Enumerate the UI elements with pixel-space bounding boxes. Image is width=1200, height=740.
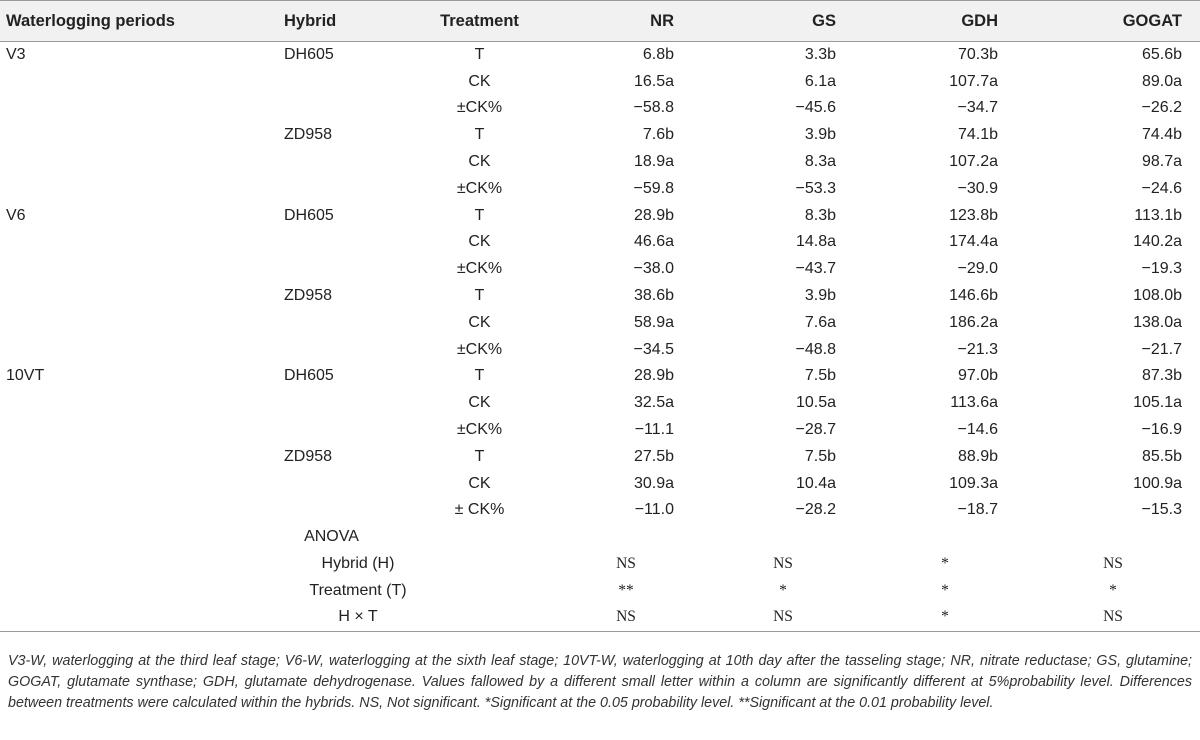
cell-treatment: CK xyxy=(468,394,491,412)
anova-row xyxy=(0,577,1200,604)
anova-cell-gogat: NS xyxy=(1103,608,1123,626)
cell-gdh: 88.9b xyxy=(957,447,998,465)
cell-gogat: 113.1b xyxy=(1134,206,1182,224)
cell-gogat: 65.6b xyxy=(1141,46,1182,64)
anova-source-label: Hybrid (H) xyxy=(321,555,395,573)
table-row xyxy=(0,175,1200,202)
cell-gs: −28.7 xyxy=(795,421,836,439)
header-treatment: Treatment xyxy=(440,11,519,30)
cell-gogat: 85.5b xyxy=(1141,447,1182,465)
cell-period xyxy=(0,309,268,336)
cell-gogat: 140.2a xyxy=(1133,233,1182,251)
cell-hybrid: ZD958 xyxy=(284,287,333,305)
cell-nr: 18.9a xyxy=(633,153,674,171)
table-row xyxy=(0,122,1200,149)
cell-gs: 8.3a xyxy=(804,153,836,171)
cell-gs: 3.9b xyxy=(804,287,836,305)
cell-nr: 6.8b xyxy=(642,46,674,64)
cell-period: V3 xyxy=(6,46,26,64)
anova-cell-gdh: * xyxy=(941,581,949,599)
cell-treatment: CK xyxy=(468,233,491,251)
cell-gogat: 100.9a xyxy=(1133,474,1182,492)
cell-period xyxy=(0,336,268,363)
table-row xyxy=(0,336,1200,363)
anova-cell-nr: ** xyxy=(618,581,634,599)
anova-cell-gdh: * xyxy=(941,608,949,626)
cell-gogat: −19.3 xyxy=(1141,260,1182,278)
cell-gs: 3.3b xyxy=(804,46,836,64)
cell-period xyxy=(0,122,268,149)
cell-treatment: T xyxy=(474,206,485,224)
cell-gdh: 74.1b xyxy=(957,126,998,144)
cell-gs: −28.2 xyxy=(795,501,836,519)
table-row xyxy=(0,42,1200,69)
cell-nr: 28.9b xyxy=(633,367,674,385)
cell-treatment: T xyxy=(474,447,485,465)
cell-nr: 30.9a xyxy=(633,474,674,492)
header-waterlogging-periods: Waterlogging periods xyxy=(6,11,175,30)
cell-nr: −59.8 xyxy=(633,179,674,197)
cell-gs: 7.6a xyxy=(804,313,836,331)
anova-label: ANOVA xyxy=(304,528,359,546)
cell-gogat: 89.0a xyxy=(1141,72,1182,90)
cell-nr: −11.1 xyxy=(634,421,674,439)
cell-gs: 6.1a xyxy=(804,72,836,90)
cell-period xyxy=(0,497,268,524)
cell-hybrid xyxy=(268,95,395,122)
anova-source-label: H × T xyxy=(338,608,378,626)
header-gdh: GDH xyxy=(961,11,998,30)
header-nr: NR xyxy=(650,11,674,30)
cell-gdh: 146.6b xyxy=(949,287,998,305)
header-hybrid: Hybrid xyxy=(284,11,337,30)
table-row xyxy=(0,417,1200,444)
cell-nr: 27.5b xyxy=(633,447,674,465)
cell-gs: 10.5a xyxy=(795,394,836,412)
cell-treatment: ±CK% xyxy=(456,179,503,197)
cell-hybrid xyxy=(268,390,395,417)
cell-treatment: CK xyxy=(468,153,491,171)
cell-gdh: 174.4a xyxy=(949,233,998,251)
table-row xyxy=(0,149,1200,176)
header-row xyxy=(0,1,1200,42)
anova-row xyxy=(0,551,1200,578)
cell-period xyxy=(0,175,268,202)
cell-hybrid: DH605 xyxy=(284,46,334,64)
anova-source xyxy=(268,577,550,604)
cell-period xyxy=(0,95,268,122)
cell-gdh: −18.7 xyxy=(957,501,998,519)
anova-cell-gs: NS xyxy=(773,555,793,573)
cell-gogat: 138.0a xyxy=(1133,313,1182,331)
cell-treatment: ±CK% xyxy=(456,99,503,117)
cell-gdh: 107.7a xyxy=(949,72,998,90)
cell-gdh: −14.6 xyxy=(957,421,998,439)
cell-nr: 28.9b xyxy=(633,206,674,224)
cell-hybrid: DH605 xyxy=(284,367,334,385)
table-row xyxy=(0,443,1200,470)
cell-gdh: 97.0b xyxy=(957,367,998,385)
cell-hybrid xyxy=(268,175,395,202)
cell-gogat: −15.3 xyxy=(1141,501,1182,519)
anova-cell-gogat: * xyxy=(1109,581,1117,599)
anova-cell-gdh: * xyxy=(941,555,949,573)
cell-gdh: 123.8b xyxy=(949,206,998,224)
cell-period xyxy=(0,470,268,497)
cell-hybrid xyxy=(268,497,395,524)
header-gs: GS xyxy=(812,11,836,30)
cell-nr: −38.0 xyxy=(633,260,674,278)
cell-gs: 3.9b xyxy=(804,126,836,144)
cell-treatment: CK xyxy=(468,72,491,90)
cell-hybrid xyxy=(268,470,395,497)
cell-gogat: 105.1a xyxy=(1133,394,1182,412)
cell-gdh: −30.9 xyxy=(957,179,998,197)
cell-period xyxy=(0,68,268,95)
cell-period: V6 xyxy=(6,206,26,224)
anova-cell-gs: NS xyxy=(773,608,793,626)
cell-gdh: 107.2a xyxy=(949,153,998,171)
table-row xyxy=(0,363,1200,390)
cell-gs: 10.4a xyxy=(795,474,836,492)
cell-nr: 7.6b xyxy=(642,126,674,144)
cell-nr: 16.5a xyxy=(633,72,674,90)
cell-gdh: 109.3a xyxy=(949,474,998,492)
cell-hybrid xyxy=(268,336,395,363)
cell-gs: −43.7 xyxy=(795,260,836,278)
table-row xyxy=(0,283,1200,310)
cell-gogat: 87.3b xyxy=(1141,367,1182,385)
cell-gs: 7.5b xyxy=(804,367,836,385)
cell-hybrid xyxy=(268,256,395,283)
cell-hybrid xyxy=(268,417,395,444)
cell-hybrid: ZD958 xyxy=(284,447,333,465)
cell-period xyxy=(0,256,268,283)
cell-gogat: 98.7a xyxy=(1141,153,1182,171)
anova-source-label: Treatment (T) xyxy=(309,581,407,599)
anova-row xyxy=(0,604,1200,631)
cell-hybrid: ZD958 xyxy=(284,126,333,144)
cell-period: 10VT xyxy=(6,367,45,385)
table-row xyxy=(0,309,1200,336)
cell-gogat: −26.2 xyxy=(1141,99,1182,117)
table-row xyxy=(0,470,1200,497)
cell-gdh: 70.3b xyxy=(957,46,998,64)
anova-source xyxy=(268,604,550,631)
anova-source xyxy=(268,551,550,578)
cell-gogat: 108.0b xyxy=(1133,287,1182,305)
table-row xyxy=(0,68,1200,95)
cell-gdh: 186.2a xyxy=(949,313,998,331)
anova-cell-nr: NS xyxy=(616,608,636,626)
cell-treatment: T xyxy=(474,126,485,144)
cell-treatment: T xyxy=(474,287,485,305)
cell-hybrid xyxy=(268,229,395,256)
cell-gs: −45.6 xyxy=(795,99,836,117)
cell-gogat: −16.9 xyxy=(1141,421,1182,439)
cell-nr: −11.0 xyxy=(634,501,674,519)
table-row xyxy=(0,497,1200,524)
cell-hybrid xyxy=(268,68,395,95)
cell-hybrid xyxy=(268,149,395,176)
cell-treatment: CK xyxy=(468,474,491,492)
cell-gs: 7.5b xyxy=(804,447,836,465)
cell-period xyxy=(0,283,268,310)
cell-treatment: ±CK% xyxy=(456,260,503,278)
cell-nr: −58.8 xyxy=(633,99,674,117)
cell-nr: 58.9a xyxy=(633,313,674,331)
cell-treatment: T xyxy=(474,367,485,385)
cell-gogat: −24.6 xyxy=(1141,179,1182,197)
cell-treatment: ±CK% xyxy=(456,421,503,439)
cell-nr: 46.6a xyxy=(633,233,674,251)
cell-treatment: ±CK% xyxy=(456,340,503,358)
cell-period xyxy=(0,149,268,176)
cell-gs: −53.3 xyxy=(795,179,836,197)
anova-cell-gogat: NS xyxy=(1103,555,1123,573)
cell-gs: −48.8 xyxy=(795,340,836,358)
cell-treatment: ± CK% xyxy=(454,501,505,519)
cell-period xyxy=(0,417,268,444)
table-row xyxy=(0,256,1200,283)
cell-nr: 32.5a xyxy=(633,394,674,412)
cell-gogat: 74.4b xyxy=(1141,126,1182,144)
cell-gs: 14.8a xyxy=(795,233,836,251)
cell-gogat: −21.7 xyxy=(1141,340,1182,358)
anova-cell-gs: * xyxy=(779,581,787,599)
cell-nr: 38.6b xyxy=(633,287,674,305)
table-row xyxy=(0,229,1200,256)
table-row xyxy=(0,202,1200,229)
cell-gdh: −29.0 xyxy=(957,260,998,278)
table-header xyxy=(0,1,1200,42)
table-body xyxy=(0,42,1200,632)
cell-treatment: T xyxy=(474,46,485,64)
anova-label-row xyxy=(0,524,1200,551)
cell-gdh: −21.3 xyxy=(957,340,998,358)
cell-period xyxy=(0,229,268,256)
table-row xyxy=(0,390,1200,417)
anova-cell-nr: NS xyxy=(616,555,636,573)
cell-gs: 8.3b xyxy=(804,206,836,224)
cell-gdh: −34.7 xyxy=(957,99,998,117)
cell-hybrid: DH605 xyxy=(284,206,334,224)
header-gogat: GOGAT xyxy=(1122,11,1182,30)
cell-hybrid xyxy=(268,309,395,336)
cell-period xyxy=(0,443,268,470)
cell-gdh: 113.6a xyxy=(950,394,998,412)
table-row xyxy=(0,95,1200,122)
table-footnote: V3-W, waterlogging at the third leaf stage; V6-W, waterlogging at the sixth leaf stage; 10VT-W, waterlogging at 10th day after the tasseling stage; NR, nitrate reductase; GS, glutamine; GOGAT, glutamate synthase; GDH, glutamate dehydrogenase. Values fallowed by a different small letter within a column are significantly different at 5%probability level. Differences between treatments were calculated within the hybrids. NS, Not significant. *Significant at the 0.05 probability level. **Significant at the 0.01 probability level. xyxy=(8,653,1192,711)
cell-period xyxy=(0,390,268,417)
cell-treatment: CK xyxy=(468,313,491,331)
cell-nr: −34.5 xyxy=(633,340,674,358)
